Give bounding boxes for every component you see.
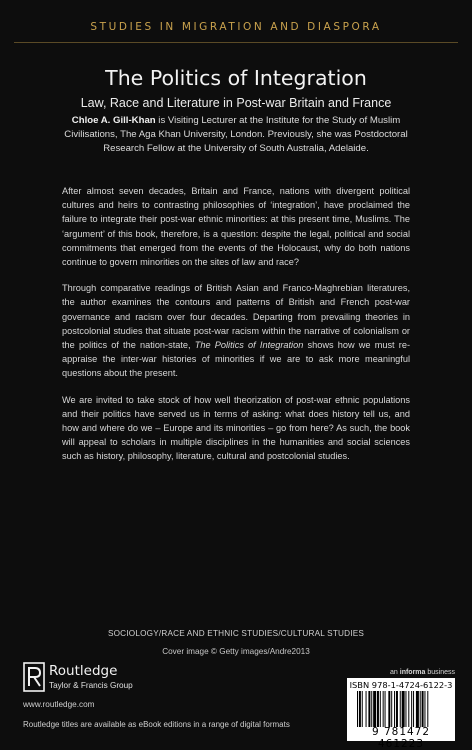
series-name: STUDIES IN MIGRATION AND DIASPORA <box>90 21 382 33</box>
ebook-note: Routledge titles are available as eBook editions in a range of digital formats <box>23 720 290 729</box>
barcode-bar <box>427 691 428 727</box>
publisher-logo <box>23 662 183 696</box>
barcode-bar <box>411 691 412 727</box>
informa-suffix: business <box>425 669 455 676</box>
cover-credit: Cover image © Getty images/Andre2013 <box>162 647 310 656</box>
author-bio <box>60 114 412 156</box>
barcode-bar <box>408 691 409 727</box>
book-subtitle: Law, Race and Literature in Post-war Britain and France <box>80 96 392 110</box>
paragraph-2-start: Through comparative readings of British Asian and Franco-Maghrebian literatures, the author examines the contours and patterns of British and French post-war governance and racism over four decades. Departing from prevailing theories in postcolonial studies that situate post-war racism within the narrative of colonialism or the politics of the nation-state, <box>62 283 410 351</box>
barcode-bar <box>424 691 425 727</box>
publisher-name: Routledge <box>49 663 118 679</box>
subject-categories: SOCIOLOGY/RACE AND ETHNIC STUDIES/CULTURAL STUDIES <box>107 629 365 638</box>
barcode-bar <box>405 691 406 727</box>
barcode-bars <box>357 691 451 727</box>
description-paragraph-3: We are invited to take stock of how well theorization of post-war ethnic populations and their politics have served us in terms of asking: what does history tell us, and how and where do we – Europe and its minorities – go from here? As such, the book will appeal to scholars in multiple disciplines in the humanities and social sciences such as history, philosophy, literature, cultural and postcolonial studies. <box>62 394 410 462</box>
informa-prefix: an <box>390 669 400 676</box>
barcode-bar <box>377 691 379 727</box>
barcode-bar <box>362 691 363 727</box>
paragraph-2-end: shows how we must re-appraise the inter-war histories of minorities if we are to ask more meaningful questions about the present. <box>62 340 411 379</box>
barcode-bar <box>400 691 401 727</box>
barcode-bar <box>359 691 361 727</box>
book-title: The Politics of Integration <box>105 66 367 90</box>
barcode-bar <box>416 691 419 727</box>
barcode-bar <box>394 691 395 727</box>
header-rule <box>14 42 458 43</box>
barcode-bar <box>413 691 414 727</box>
barcode-bar <box>388 691 390 727</box>
barcode-bar <box>391 691 392 727</box>
author-bio-text: is Visiting Lecturer at the Institute for the Study of Muslim Civilisations, The Aga Khan University, London. Previously, she was Postdoctoral Research Fellow at the University of South Australia, Adelaide. <box>64 115 408 154</box>
isbn-barcode <box>347 678 455 750</box>
barcode-bar <box>368 691 370 727</box>
barcode-bar <box>373 691 376 727</box>
book-description <box>62 184 410 476</box>
isbn-label: ISBN 978-1-4724-6122-3 <box>349 680 453 690</box>
author-name: Chloe A. Gill-Khan <box>71 115 156 126</box>
barcode-bar <box>396 691 398 727</box>
barcode-bar <box>371 691 372 727</box>
barcode-bar <box>385 691 386 727</box>
barcode-bar <box>422 691 424 727</box>
barcode-bar <box>380 691 381 727</box>
barcode-bar <box>402 691 405 727</box>
description-paragraph-2 <box>62 281 410 380</box>
description-paragraph-1: After almost seven decades, Britain and France, nations with divergent political cultures and heirs to contrasting philosophies of ‘integration’, have proclaimed the failure to integrate their post-war ethnic minorities: at this present time, Muslims. The ‘argument’ of this book, therefore, is a question: despite the legal, political and social commitments that emerged from the events of the Holocaust, why do both nations continue to govern minorities on the sites of law and race? <box>62 186 410 268</box>
informa-brand: informa <box>399 669 426 676</box>
informa-business-label <box>343 669 455 676</box>
routledge-r-icon <box>23 662 45 692</box>
barcode-bar <box>366 691 367 727</box>
book-title-italic: The Politics of Integration <box>194 340 304 351</box>
publisher-tagline: Taylor & Francis Group <box>49 681 133 690</box>
publisher-website: www.routledge.com <box>23 700 95 709</box>
barcode-bar <box>420 691 421 727</box>
barcode-digits: 9 781472 461223 <box>371 726 431 750</box>
barcode-bar <box>383 691 384 727</box>
barcode-bar <box>357 691 358 727</box>
